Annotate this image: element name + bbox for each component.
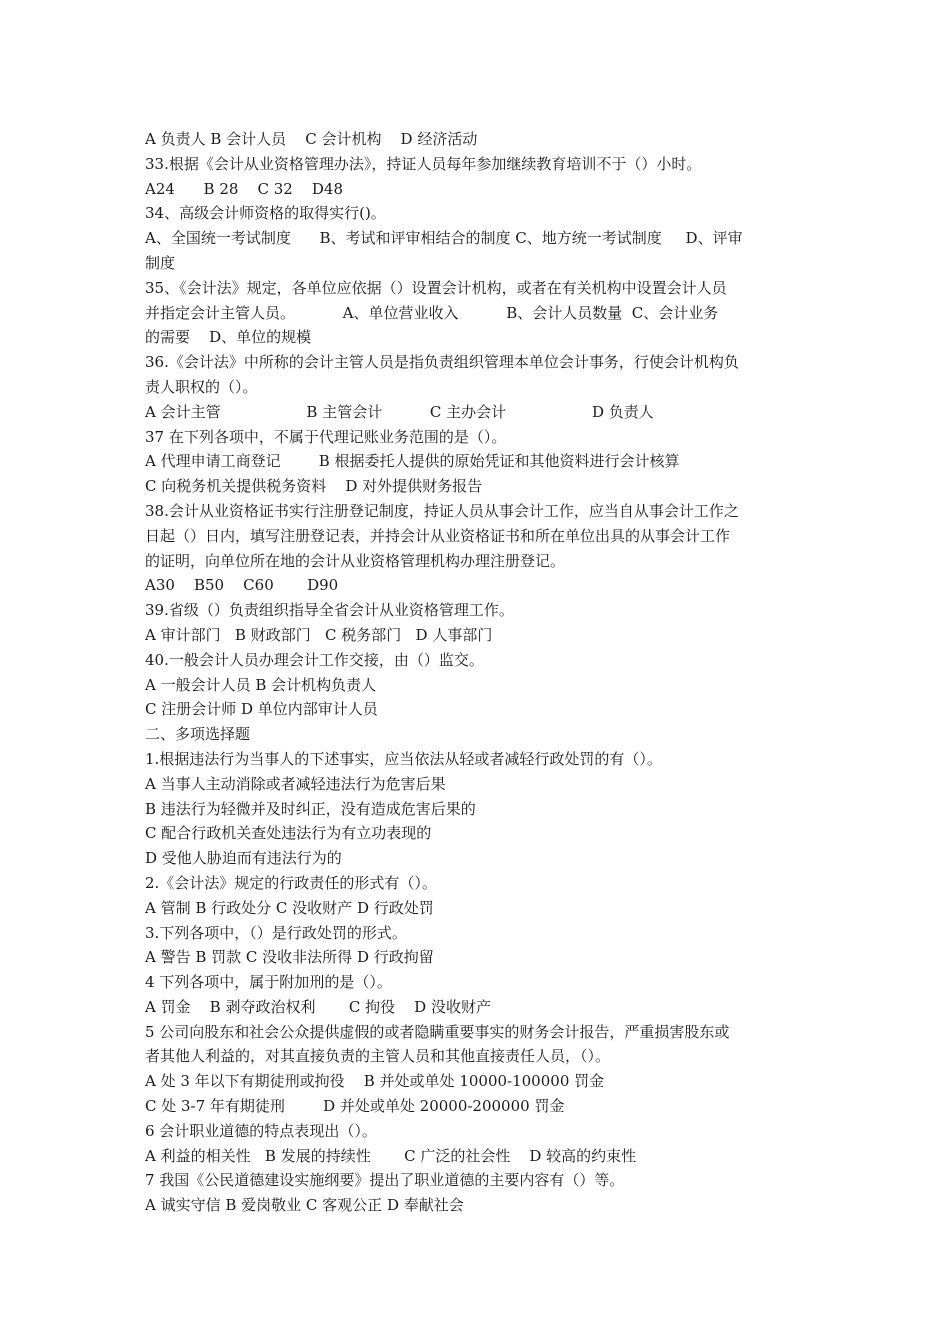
text-line-options-36: A 会计主管 B 主管会计 C 主办会计 D 负责人 [145, 402, 654, 421]
text-line-multi-options-7: A 诚实守信 B 爱岗敬业 C 客观公正 D 奉献社会 [145, 1196, 464, 1215]
text-line-options-39: A 审计部门 B 财政部门 C 税务部门 D 人事部门 [145, 625, 493, 644]
section-heading: 二、多项选择题 [145, 725, 251, 744]
text-line-question-35-cont: 并指定会计主管人员。 A、单位营业收入 B、会计人员数量 C、会计业务 [145, 303, 719, 322]
text-line-multi-question-5: 5 公司向股东和社会公众提供虚假的或者隐瞒重要事实的财务会计报告，严重损害股东或 [145, 1022, 730, 1041]
text-line-multi-question-4: 4 下列各项中，属于附加刑的是（）。 [145, 973, 392, 992]
text-line-question-38-cont2: 的证明，向单位所在地的会计从业资格管理机构办理注册登记。 [145, 551, 566, 570]
text-line-multi-options-5cd: C 处 3-7 年有期徒刑 D 并处或单处 20000-200000 罚金 [145, 1097, 565, 1116]
text-line-multi-question-3: 3.下列各项中，（）是行政处罚的形式。 [145, 923, 407, 942]
document-page [145, 127, 810, 1218]
text-line-multi-options-5ab: A 处 3 年以下有期徒刑或拘役 B 并处或单处 10000-100000 罚金 [145, 1072, 605, 1091]
text-line-option: A 负责人 B 会计人员 C 会计机构 D 经济活动 [145, 130, 478, 148]
text-line-question-38: 38.会计从业资格证书实行注册登记制度，持证人员从事会计工作，应当自从事会计工作之 [145, 501, 739, 520]
text-line-options-40-cont: C 注册会计师 D 单位内部审计人员 [145, 700, 378, 719]
text-line-multi-option-1b: B 违法行为轻微并及时纠正，没有造成危害后果的 [145, 799, 476, 818]
text-line-multi-options-6: A 利益的相关性 B 发展的持续性 C 广泛的社会性 D 较高的约束性 [145, 1146, 637, 1165]
text-line-options-37-cont: C 向税务机关提供税务资料 D 对外提供财务报告 [145, 477, 483, 496]
text-line-question-39: 39.省级（）负责组织指导全省会计从业资格管理工作。 [145, 601, 514, 620]
text-line-options-34: A、全国统一考试制度 B、考试和评审相结合的制度 C、地方统一考试制度 D、评审 [145, 229, 743, 248]
text-line-options-40: A 一般会计人员 B 会计机构负责人 [145, 675, 377, 694]
text-line-multi-options-2: A 管制 B 行政处分 C 没收财产 D 行政处罚 [145, 898, 434, 917]
text-line-multi-option-1c: C 配合行政机关查处违法行为有立功表现的 [145, 824, 432, 843]
text-line-multi-question-7: 7 我国《公民道德建设实施纲要》提出了职业道德的主要内容有（）等。 [145, 1171, 625, 1190]
text-line-question-34: 34、高级会计师资格的取得实行()。 [145, 204, 386, 223]
text-line-question-40: 40.一般会计人员办理会计工作交接，由（）监交。 [145, 650, 484, 669]
text-line-question-33: 33.根据《会计从业资格管理办法》，持证人员每年参加继续教育培训不于（）小时。 [145, 154, 702, 173]
text-line-options-37: A 代理申请工商登记 B 根据委托人提供的原始凭证和其他资料进行会计核算 [145, 452, 680, 471]
text-line-question-38-cont: 日起（）日内，填写注册登记表，并持会计从业资格证书和所在单位出具的从事会计工作 [145, 526, 731, 545]
text-line-question-37: 37 在下列各项中，不属于代理记账业务范围的是（）。 [145, 427, 507, 446]
text-line-options-38: A30 B50 C60 D90 [145, 576, 339, 595]
text-line-multi-option-1a: A 当事人主动消除或者减轻违法行为危害后果 [145, 774, 446, 793]
text-line-options-33: A24 B 28 C 32 D48 [145, 179, 343, 198]
text-line-question-35: 35、《会计法》规定，各单位应依据（）设置会计机构，或者在有关机构中设置会计人员 [145, 278, 727, 297]
text-line-multi-option-1d: D 受他人胁迫而有违法行为的 [145, 849, 342, 868]
text-line-multi-options-3: A 警告 B 罚款 C 没收非法所得 D 行政拘留 [145, 948, 434, 967]
text-line-question-36: 36.《会计法》中所称的会计主管人员是指负责组织管理本单位会计事务，行使会计机构负 [145, 353, 739, 372]
text-line-multi-question-1: 1.根据违法行为当事人的下述事实，应当依法从轻或者减轻行政处罚的有（）。 [145, 749, 662, 768]
text-line-question-36-cont: 责人职权的（）。 [145, 377, 258, 396]
text-line-multi-question-2: 2.《会计法》规定的行政责任的形式有（）。 [145, 873, 437, 892]
text-line-options-35: 的需要 D、单位的规模 [145, 328, 312, 347]
text-line-multi-question-6: 6 会计职业道德的特点表现出（）。 [145, 1121, 377, 1140]
text-line-options-34-cont: 制度 [145, 253, 176, 272]
text-line-multi-question-5-cont: 者其他人利益的，对其直接负责的主管人员和其他直接责任人员，（）。 [145, 1047, 611, 1066]
text-line-multi-options-4: A 罚金 B 剥夺政治权利 C 拘役 D 没收财产 [145, 997, 491, 1016]
